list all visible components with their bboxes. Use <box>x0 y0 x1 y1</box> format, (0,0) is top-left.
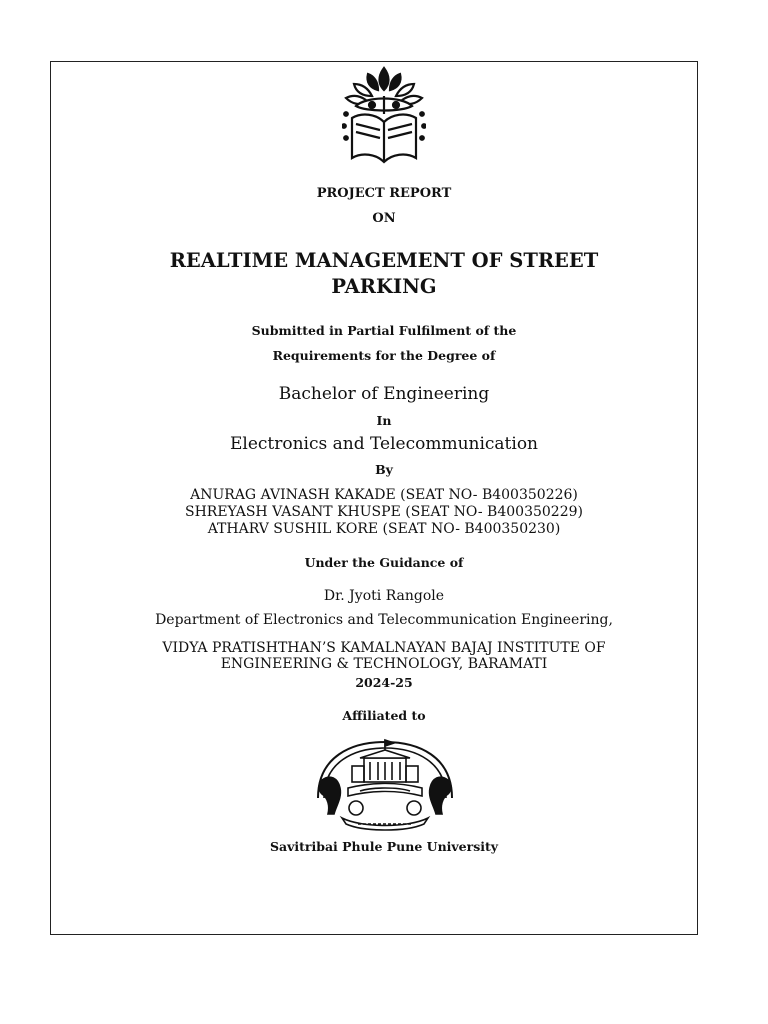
report-title-line2: PARKING <box>331 275 437 298</box>
affiliated-label: Affiliated to <box>342 708 426 723</box>
academic-year: 2024-25 <box>355 675 413 690</box>
submission-line2: Requirements for the Degree of <box>272 348 496 363</box>
student-1: ANURAG AVINASH KAKADE (SEAT NO- B400350226) <box>190 487 578 503</box>
project-report-label: PROJECT REPORT <box>316 186 452 201</box>
guidance-label: Under the Guidance of <box>304 555 464 570</box>
on-label: ON <box>372 211 396 226</box>
degree-name: Bachelor of Engineering <box>278 384 490 404</box>
student-2: SHREYASH VASANT KHUSPE (SEAT NO- B400350229) <box>185 504 583 520</box>
in-label: In <box>376 413 392 428</box>
degree-branch: Electronics and Telecommunication <box>229 434 539 454</box>
institute-name-line1: VIDYA PRATISHTHAN’S KAMALNAYAN BAJAJ INSTITUTE OF <box>162 640 606 656</box>
by-label: By <box>375 462 393 477</box>
report-title-line1: REALTIME MANAGEMENT OF STREET <box>169 249 599 272</box>
university-seal-icon <box>312 736 458 832</box>
guide-name: Dr. Jyoti Rangole <box>323 588 445 604</box>
book-lotus-emblem-icon <box>342 66 426 166</box>
university-name: Savitribai Phule Pune University <box>269 839 499 854</box>
student-3: ATHARV SUSHIL KORE (SEAT NO- B400350230) <box>207 521 561 537</box>
department-name: Department of Electronics and Telecommunication Engineering, <box>155 612 613 628</box>
submission-line1: Submitted in Partial Fulfilment of the <box>251 323 517 338</box>
institute-name-line2: ENGINEERING & TECHNOLOGY, BARAMATI <box>220 656 548 672</box>
